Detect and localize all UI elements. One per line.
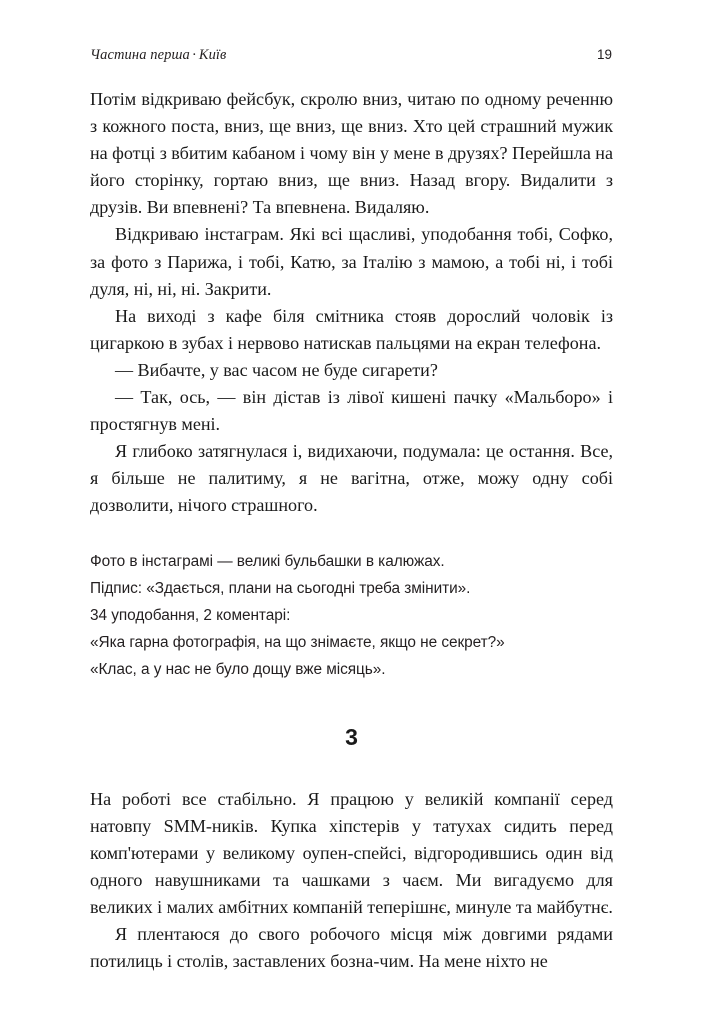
running-header-part: Частина перша <box>90 47 190 63</box>
inset-line: 34 уподобання, 2 коментарі: <box>90 606 291 624</box>
running-header-title <box>90 46 226 64</box>
paragraph: Потім відкриваю фейсбук, скролю вниз, читаю по одному реченню з кожного поста, вниз, ще вниз, ще вниз. Хто цей страшний мужик на фотці з вбитим кабаном і чому він у мене в друзях? Перейшла на його сторінку, гортаю вниз, ще вниз. Назад вгору. Видалити з друзів. Ви впевнені? Та впевнена. Видаляю. <box>90 89 613 218</box>
dialogue-line: — Вибачте, у вас часом не буде сигарети? <box>115 359 438 380</box>
inset-line: Підпис: «Здається, плани на сьогодні треба змінити». <box>90 579 471 597</box>
chapter-three-body <box>90 786 613 976</box>
inset-line: «Клас, а у нас не було дощу вже місяць». <box>90 661 386 679</box>
paragraph: На виході з кафе біля смітника стояв дорослий чоловік із цигаркою в зубах і нервово натискав пальцями на екран телефона. <box>90 305 613 353</box>
inset-line: «Яка гарна фотографія, на що знімаєте, якщо не секрет?» <box>90 634 505 652</box>
paragraph: Я глибоко затягнулася і, видихаючи, подумала: це остання. Все, я більше не палитиму, я не вагітна, отже, можу одну собі дозволити, нічого страшного. <box>90 441 613 516</box>
chapter-number: 3 <box>345 723 358 750</box>
running-header <box>90 46 612 66</box>
dialogue-line: — Так, ось, — він дістав із лівої кишені пачку «Мальборо» і простягнув мені. <box>90 387 613 435</box>
paragraph: Я плентаюся до свого робочого місця між довгими рядами потилиць і столів, заставлених бозна-чим. На мене ніхто не <box>90 923 613 972</box>
body-text-block <box>90 86 613 520</box>
text-column <box>90 86 613 975</box>
running-header-separator: · <box>191 47 197 63</box>
paragraph: На роботі все стабільно. Я працюю у великій компанії серед натовпу SMM-ників. Купка хіпстерів у татухах сидить перед комп'ютерами у великому оупен-спейсі, відгородившись один від одного навушниками та чашками з чаєм. Ми вигадуємо для великих і малих амбітних компаній теперішнє, минуле та майбутнє. <box>90 788 613 917</box>
instagram-post-inset <box>90 548 613 684</box>
running-header-place: Київ <box>198 47 227 63</box>
page-number: 19 <box>596 47 612 62</box>
inset-line: Фото в інстаграмі — великі бульбашки в калюжах. <box>90 552 445 570</box>
paragraph: Відкриваю інстаграм. Які всі щасливі, уподобання тобі, Софко, за фото з Парижа, і тобі, Катю, за Італію з мамою, а тобі ні, і тобі дуля, ні, ні, ні. Закрити. <box>90 224 613 299</box>
